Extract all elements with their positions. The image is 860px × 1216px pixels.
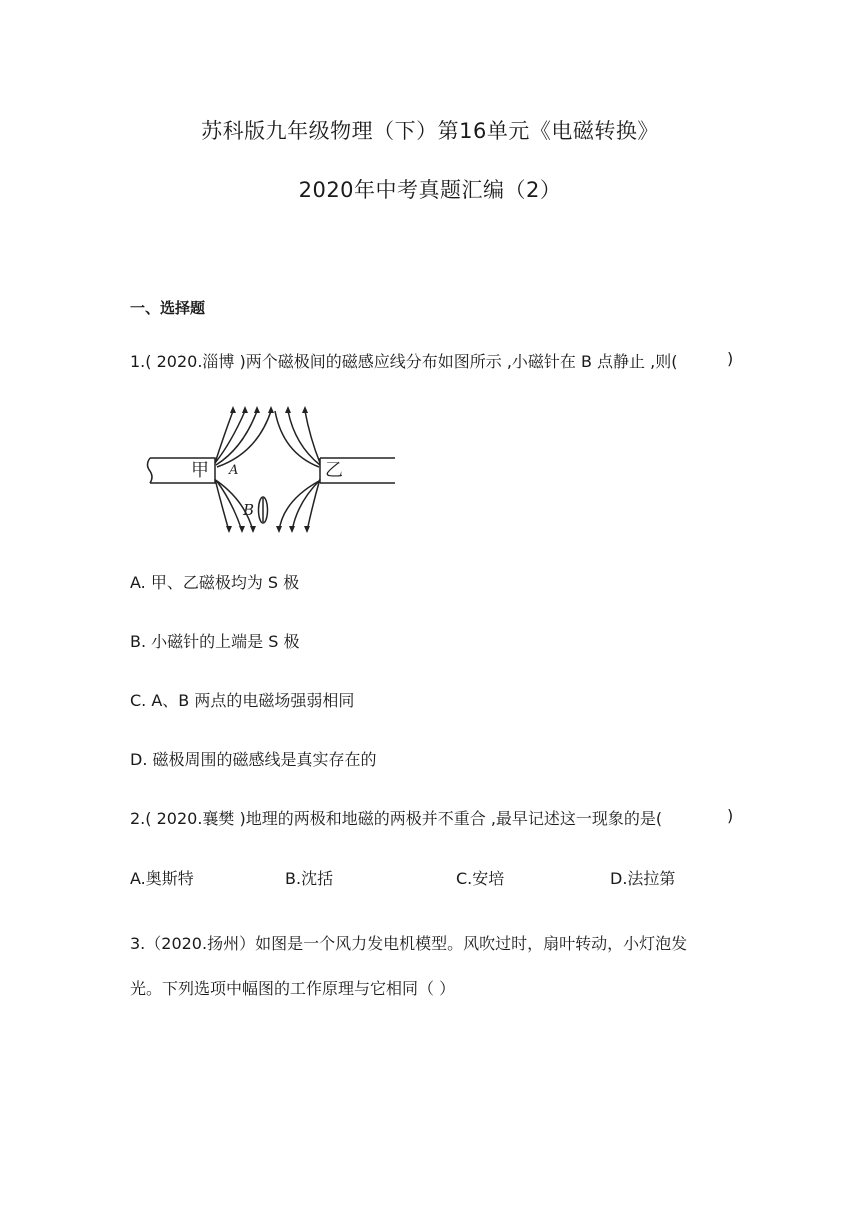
title-line-2: 2020年中考真题汇编（2）	[298, 178, 562, 202]
label-point-a: A	[229, 463, 239, 478]
question-1-option-c: C. A、B 两点的电磁场强弱相同	[130, 691, 355, 710]
question-2-option-c: C.安培	[456, 869, 505, 888]
title-line-1: 苏科版九年级物理（下）第16单元《电磁转换》	[201, 119, 659, 143]
label-point-b: B	[243, 501, 255, 519]
question-3-line-2: 光。下列选项中幅图的工作原理与它相同（ ）	[130, 979, 456, 998]
label-yi: 乙	[325, 460, 343, 481]
question-3-line-1: 3.（2020.扬州）如图是一个风力发电机模型。风吹过时，扇叶转动，小灯泡发	[130, 934, 688, 953]
question-2-option-b: B.沈括	[285, 869, 334, 888]
question-2-option-a: A.奥斯特	[130, 869, 194, 888]
question-1-option-b: B. 小磁针的上端是 S 极	[130, 632, 300, 651]
section-heading: 一、选择题	[130, 299, 206, 317]
question-2-text: 2.( 2020.襄樊 )地理的两极和地磁的两极并不重合 ,最早记述这一现象的是(	[130, 809, 663, 828]
question-2-option-d: D.法拉第	[610, 869, 676, 888]
label-jia: 甲	[191, 460, 209, 481]
magnetic-field-figure	[145, 403, 395, 533]
question-1-option-d: D. 磁极周围的磁感线是真实存在的	[130, 750, 377, 769]
question-1-text: 1.( 2020.淄博 )两个磁极间的磁感应线分布如图所示 ,小磁针在 B 点静止 ,则(	[130, 352, 678, 371]
question-1-option-a: A. 甲、乙磁极均为 S 极	[130, 573, 300, 592]
question-2-paren: )	[727, 806, 734, 825]
question-1-paren: )	[727, 349, 734, 368]
